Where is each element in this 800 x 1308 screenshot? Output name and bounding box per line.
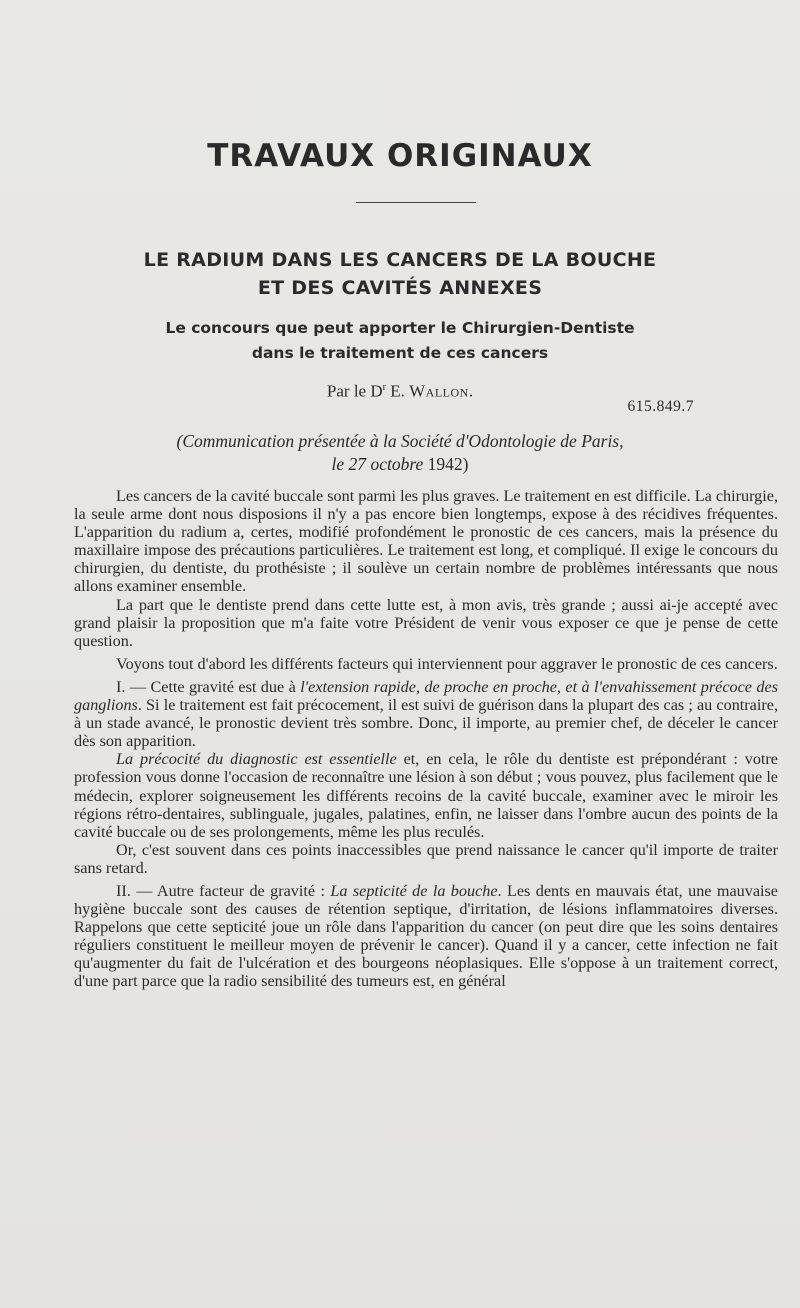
communication-line-1: (Communication présentée à la Société d'Odontologie de Paris, (176, 431, 624, 451)
communication-date-suffix: 1942) (423, 454, 469, 474)
paragraph-4-start: I. — Cette gravité est due à (116, 677, 301, 696)
author-initial: E. (385, 381, 410, 401)
article-subtitle-line-2: dans le traitement de ces cancers (251, 344, 549, 362)
communication-line-2 (0, 453, 800, 476)
article-body (74, 487, 778, 991)
author-suffix: . (468, 381, 474, 401)
paragraph-5-end: et, en cela, le rôle du dentiste est prépondérant : votre profession vous donne l'occasion de reconnaître une lésion à son début ; vous pouvez, plus facilement que le médecin, explorer soigneusement les différents recoins de la cavité buccale, examiner avec le miroir les régions rétro-dentaires, sublinguale, jugales, palatines, enfin, ne laisser dans l'ombre aucun des points de la cavité buccale ou de ses prolongements, même les plus reculés. (74, 750, 778, 841)
paragraph-6: Or, c'est souvent dans ces points inaccessibles que prend naissance le cancer qu'il importe de traiter sans retard. (74, 840, 778, 877)
article-subtitle (0, 316, 800, 366)
paragraph-5-emphasis: La précocité du diagnostic est essentielle (116, 750, 397, 769)
paragraph-7-start: II. — Autre facteur de gravité : (116, 881, 331, 900)
article-title-line-1: LE RADIUM DANS LES CANCERS DE LA BOUCHE (143, 249, 657, 271)
author-name: Wallon (409, 381, 469, 401)
author-prefix: Par le D (326, 381, 383, 401)
communication-date-prefix: le 27 (331, 454, 371, 474)
section-title: TRAVAUX ORIGINAUX (207, 138, 593, 174)
paragraph-4-emphasis: l'extension rapide, de proche en proche, et à l'envahissement précoce des ganglions (74, 677, 778, 715)
communication-note (0, 430, 800, 476)
paragraph-7 (74, 882, 778, 991)
paragraph-3: Voyons tout d'abord les différents facteurs qui interviennent pour aggraver le pronostic de ces cancers. (116, 654, 778, 673)
paragraph-7-emphasis: La septicité de la bouche (330, 881, 498, 900)
article-title-line-2: ET DES CAVITÉS ANNEXES (257, 277, 543, 299)
classification-number: 615.849.7 (627, 398, 694, 415)
paragraph-2: La part que le dentiste prend dans cette lutte est, à mon avis, très grande ; aussi ai-je accepté avec grand plaisir la proposition que m'a faite votre Président de venir vous exposer ce que je pense de cette question. (74, 595, 778, 650)
article-subtitle-line-1: Le concours que peut apporter le Chirurgien-Dentiste (165, 319, 635, 337)
paragraph-4-end: . Si le traitement est fait précocement, il est suivi de guérison dans la plupart des cas ; au contraire, à un stade avancé, le pronostic devient très sombre. Donc, il importe, au premier chef, de déceler le cancer dès son apparition. (74, 696, 778, 751)
title-divider (356, 202, 476, 203)
paragraph-5 (74, 750, 778, 840)
article-title (0, 246, 800, 302)
communication-month: octobre (370, 454, 424, 474)
author-title-sup: r (382, 382, 386, 393)
paragraph-1: Les cancers de la cavité buccale sont parmi les plus graves. Le traitement en est difficile. La chirurgie, la seule arme dont nous disposions il n'y a pas encore bien longtemps, expose à des récidives fréquentes. L'apparition du radium a, certes, modifié profondément le pronostic de ces cancers, mais la présence du maxillaire impose des précautions particulières. Le traitement est long, et compliqué. Il exige le concours du chirurgien, du dentiste, du prothésiste ; il soulève un certain nombre de problèmes intéressants que nous allons examiner ensemble. (74, 487, 778, 596)
paragraph-7-end: . Les dents en mauvais état, une mauvaise hygiène buccale sont des causes de rétention septique, d'irritation, de lésions inflammatoires diverses. Rappelons que cette septicité joue un rôle dans l'apparition du cancer (on peut dire que les soins dentaires réguliers constituent le meilleur moyen de prévenir le cancer). Quand il y a cancer, cette infection ne fait qu'augmenter du fait de l'ulcération et des bourgeons néoplasiques. Elle s'oppose à un traitement correct, d'une part parce que la radio sensibilité des tumeurs est, en général (74, 881, 778, 991)
paragraph-4 (74, 678, 778, 750)
